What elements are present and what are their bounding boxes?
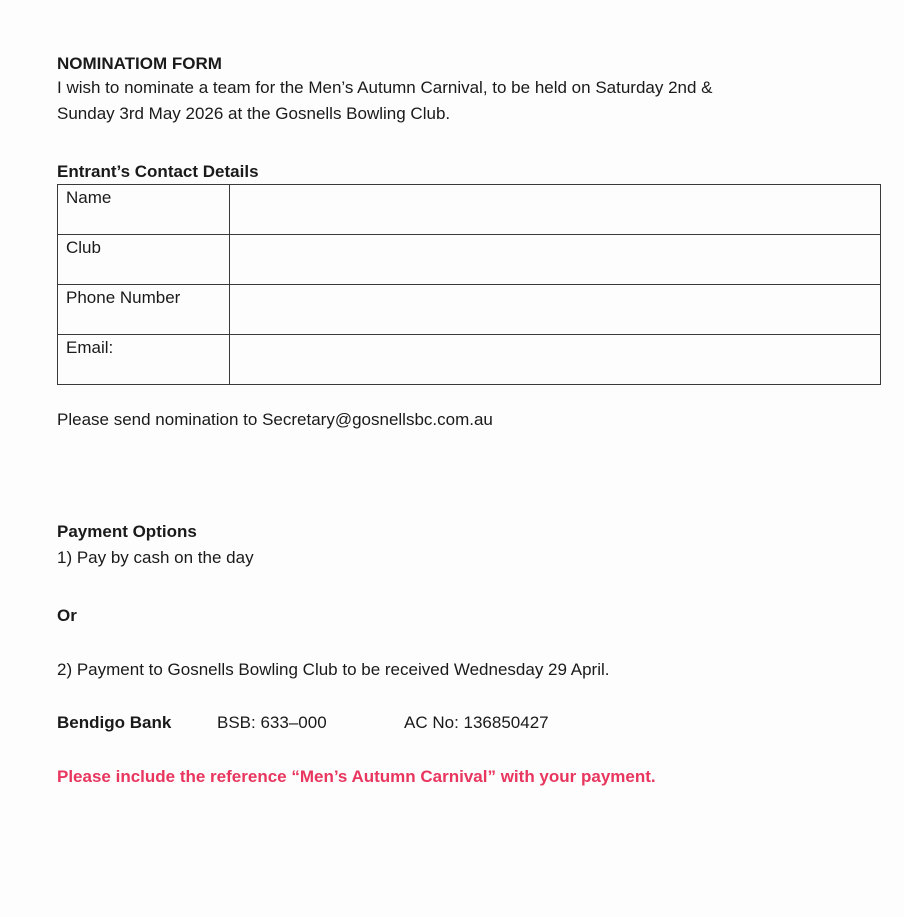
- payment-option-transfer: 2) Payment to Gosnells Bowling Club to be received Wednesday 29 April.: [57, 660, 610, 679]
- send-nomination-note: Please send nomination to Secretary@gosnellsbc.com.au: [57, 410, 493, 429]
- intro-text-line-1: I wish to nominate a team for the Men’s Autumn Carnival, to be held on Saturday 2nd &: [57, 78, 713, 97]
- name-field[interactable]: [230, 185, 881, 235]
- email-field[interactable]: [230, 335, 881, 385]
- club-field[interactable]: [230, 235, 881, 285]
- bank-account-number: AC No: 136850427: [404, 713, 549, 732]
- payment-option-cash: 1) Pay by cash on the day: [57, 548, 254, 567]
- bank-bsb: BSB: 633–000: [217, 713, 327, 732]
- name-label: Name: [58, 185, 230, 235]
- phone-label: Phone Number: [58, 285, 230, 335]
- intro-text-line-2: Sunday 3rd May 2026 at the Gosnells Bowling Club.: [57, 104, 451, 123]
- contact-details-heading: Entrant’s Contact Details: [57, 162, 259, 181]
- email-label: Email:: [58, 335, 230, 385]
- contact-row-email: [58, 335, 881, 385]
- phone-field[interactable]: [230, 285, 881, 335]
- payment-or-label: Or: [57, 606, 77, 625]
- club-label: Club: [58, 235, 230, 285]
- bank-name: Bendigo Bank: [57, 713, 172, 732]
- contact-row-phone: [58, 285, 881, 335]
- payment-reference-note: Please include the reference “Men’s Autumn Carnival” with your payment.: [57, 767, 656, 786]
- contact-row-club: [58, 235, 881, 285]
- contact-details-table: [57, 184, 881, 385]
- payment-options-heading: Payment Options: [57, 522, 197, 541]
- contact-row-name: [58, 185, 881, 235]
- form-title: NOMINATIOM FORM: [57, 54, 222, 73]
